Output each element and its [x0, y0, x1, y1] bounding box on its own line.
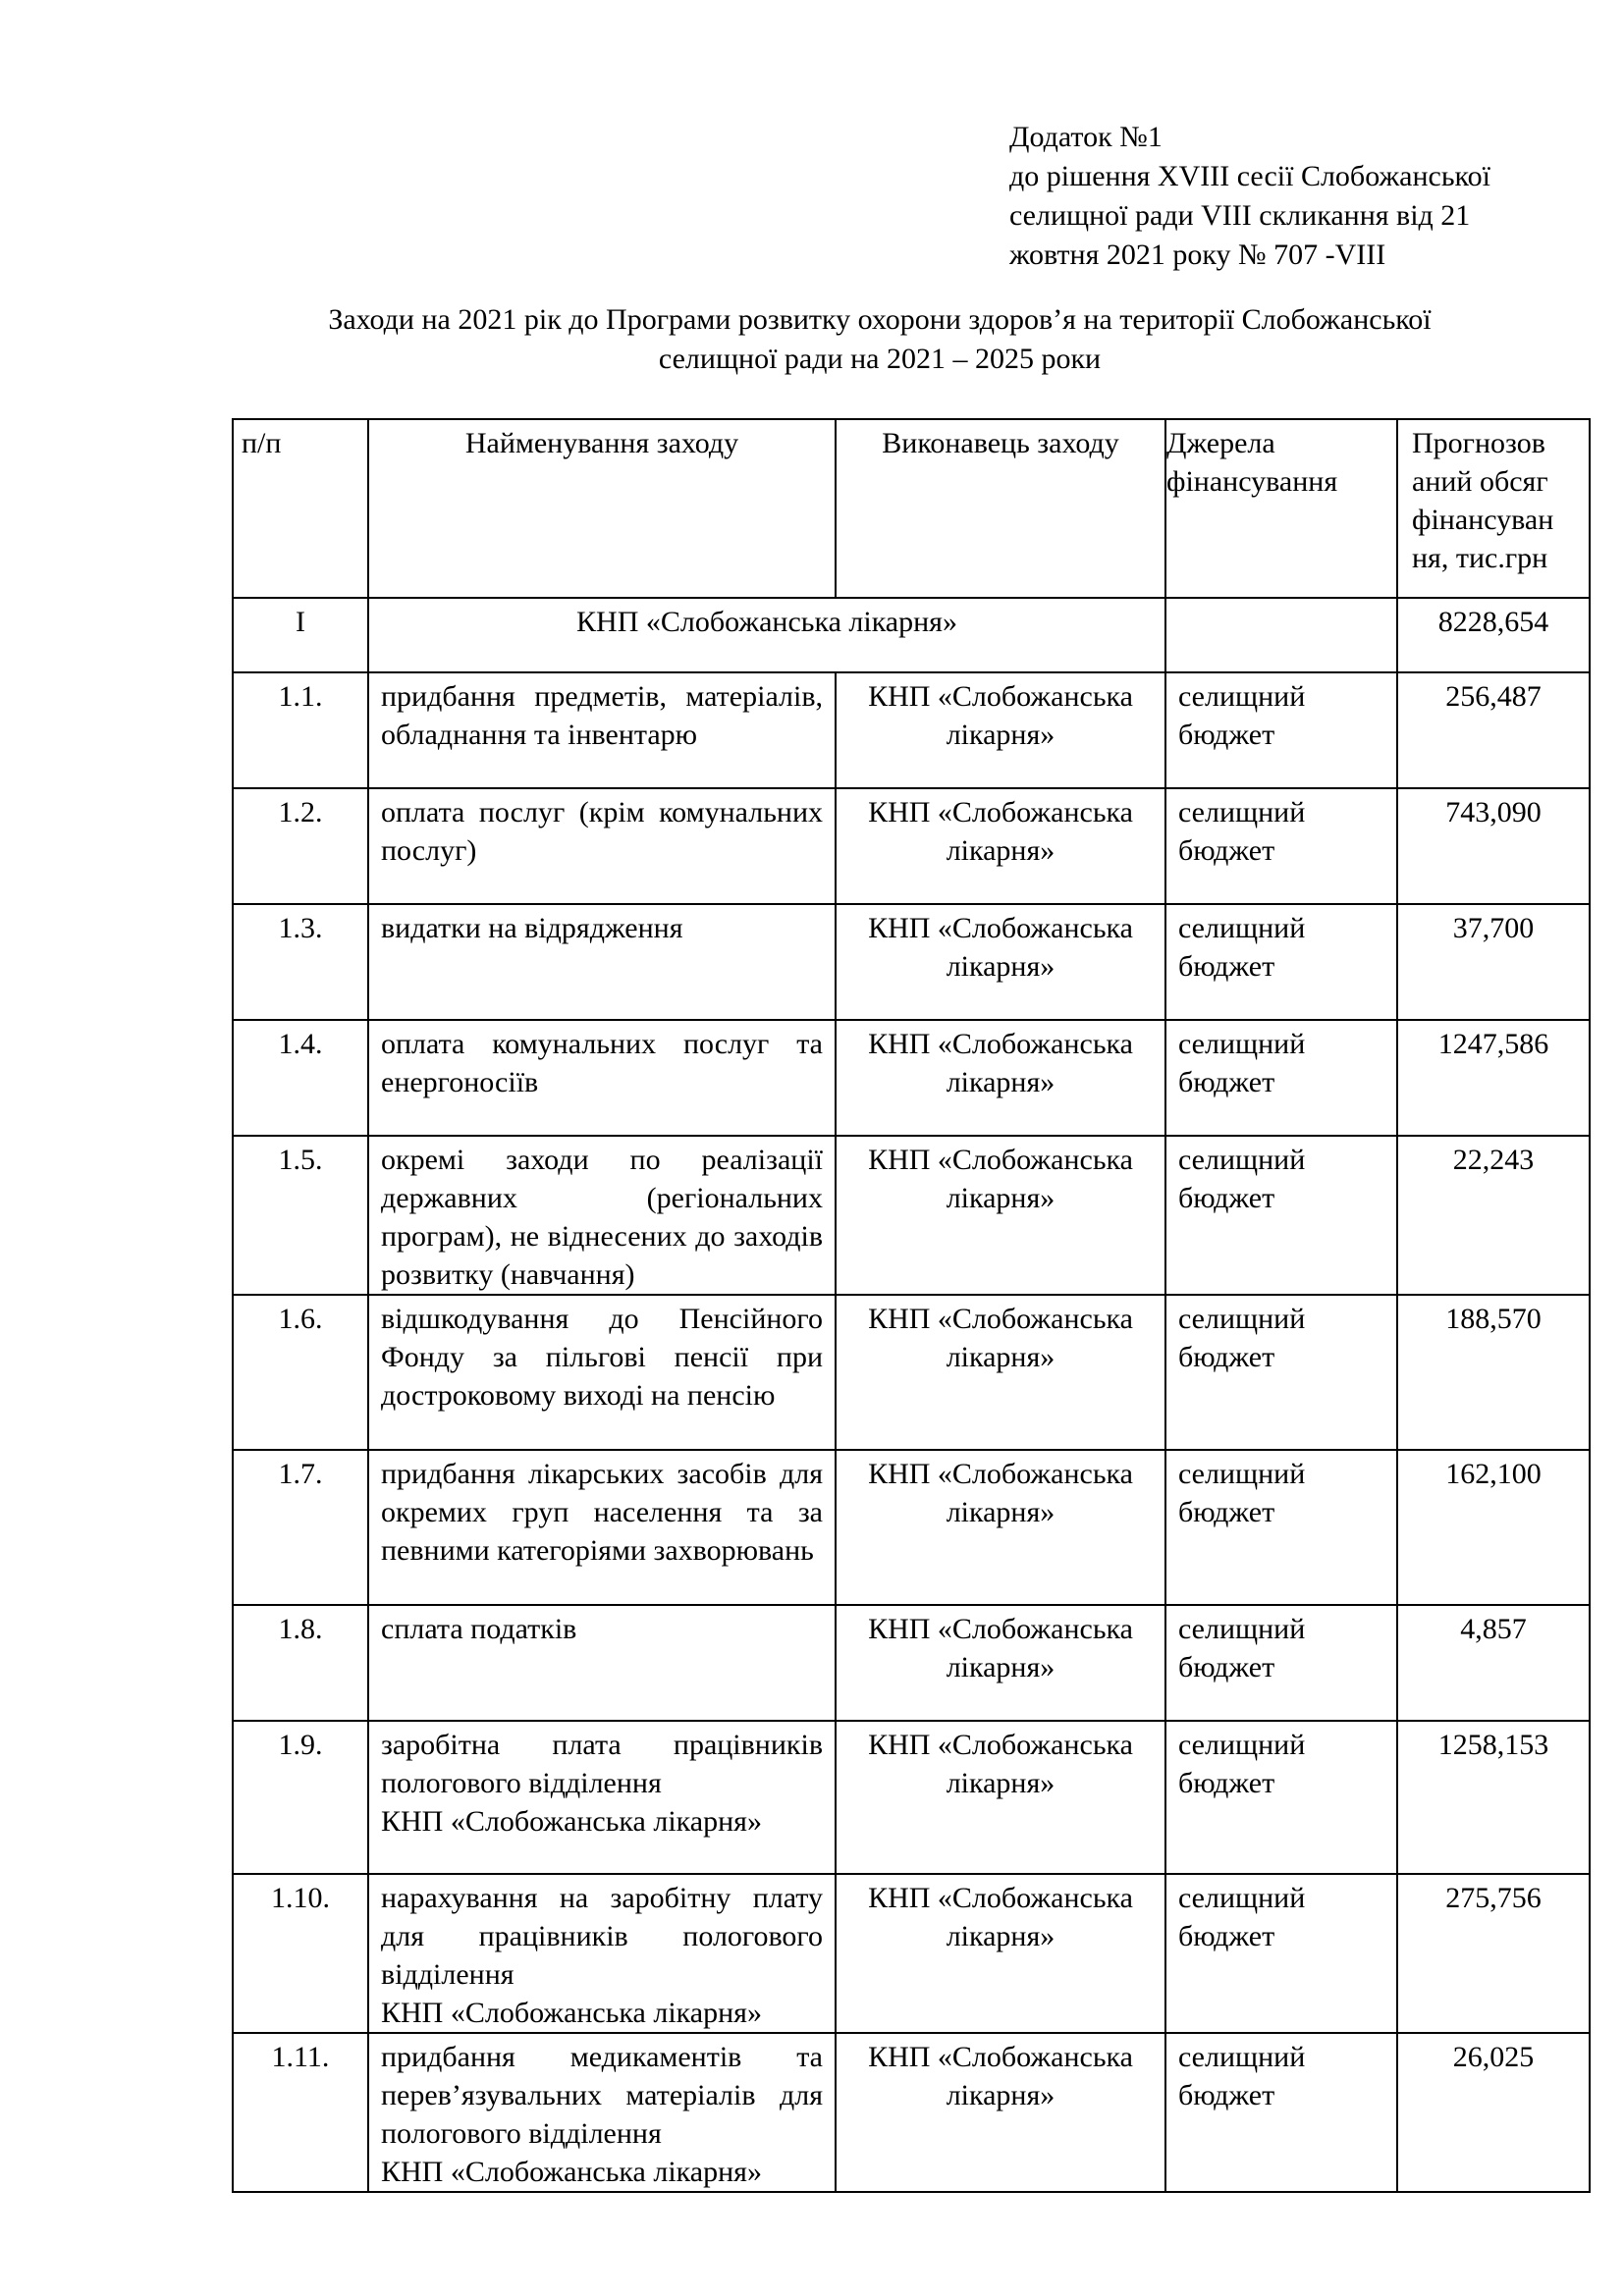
annex-line: селищної ради VIII скликання від 21	[1009, 199, 1471, 232]
row-name: відшкодування до Пенсійного Фонду за пільгові пенсії при достроковому виході на пенсію	[368, 1295, 836, 1450]
row-executor: КНП «Слобожанська лікарня»	[836, 1605, 1165, 1721]
row-source: селищний бюджет	[1165, 1605, 1397, 1721]
row-source: селищний бюджет	[1165, 904, 1397, 1020]
row-source: селищний бюджет	[1165, 1136, 1397, 1295]
row-name	[368, 1874, 836, 2033]
table-row	[233, 1721, 1590, 1874]
document-title	[232, 300, 1528, 379]
row-name: оплата послуг (крім комунальних послуг)	[368, 788, 836, 904]
row-executor: КНП «Слобожанська лікарня»	[836, 788, 1165, 904]
row-name-org: КНП «Слобожанська лікарня»	[381, 1997, 762, 2029]
row-name	[368, 1721, 836, 1874]
section-num: І	[233, 598, 368, 672]
row-source: селищний бюджет	[1165, 1450, 1397, 1605]
table-row	[233, 788, 1590, 904]
row-name: придбання предметів, матеріалів, обладнання та інвентарю	[368, 672, 836, 788]
row-num: 1.1.	[233, 672, 368, 788]
table-row	[233, 672, 1590, 788]
row-executor: КНП «Слобожанська лікарня»	[836, 1450, 1165, 1605]
row-num: 1.7.	[233, 1450, 368, 1605]
row-source: селищний бюджет	[1165, 1295, 1397, 1450]
section-source	[1165, 598, 1397, 672]
row-name: сплата податків	[368, 1605, 836, 1721]
row-amount: 275,756	[1397, 1874, 1590, 2033]
row-name-text: нарахування на заробітну плату для працівників пологового відділення	[381, 1882, 823, 1991]
annex-line: жовтня 2021 року № 707 -VIII	[1009, 239, 1386, 271]
table-row	[233, 1136, 1590, 1295]
row-num: 1.4.	[233, 1020, 368, 1136]
row-executor: КНП «Слобожанська лікарня»	[836, 1721, 1165, 1874]
measures-table	[232, 418, 1591, 2193]
row-num: 1.9.	[233, 1721, 368, 1874]
table-row	[233, 1020, 1590, 1136]
row-amount: 22,243	[1397, 1136, 1590, 1295]
row-amount: 26,025	[1397, 2033, 1590, 2192]
row-executor: КНП «Слобожанська лікарня»	[836, 1020, 1165, 1136]
section-name: КНП «Слобожанська лікарня»	[368, 598, 1165, 672]
row-num: 1.11.	[233, 2033, 368, 2192]
row-num: 1.8.	[233, 1605, 368, 1721]
header-amount: Прогнозов аний обсяг фінансуван ня, тис.грн	[1397, 419, 1590, 598]
row-name: оплата комунальних послуг та енергоносіїв	[368, 1020, 836, 1136]
row-name-text: заробітна плата працівників пологового відділення	[381, 1729, 823, 1799]
title-line: Заходи на 2021 рік до Програми розвитку охорони здоров’я на території Слобожанської	[328, 303, 1432, 336]
row-source: селищний бюджет	[1165, 1721, 1397, 1874]
row-source: селищний бюджет	[1165, 2033, 1397, 2192]
row-amount: 1258,153	[1397, 1721, 1590, 1874]
row-num: 1.5.	[233, 1136, 368, 1295]
annex-line: до рішення XVIII сесії Слобожанської	[1009, 160, 1490, 192]
row-name: видатки на відрядження	[368, 904, 836, 1020]
row-amount: 162,100	[1397, 1450, 1590, 1605]
table-row	[233, 1450, 1590, 1605]
row-amount: 743,090	[1397, 788, 1590, 904]
row-name-text: придбання медикаментів та перев’язувальних матеріалів для пологового відділення	[381, 2041, 823, 2150]
row-name	[368, 2033, 836, 2192]
row-source: селищний бюджет	[1165, 1874, 1397, 2033]
row-name: окремі заходи по реалізації державних (регіональних програм), не віднесених до заходів розвитку (навчання)	[368, 1136, 836, 1295]
annex-block	[1009, 118, 1559, 275]
row-amount: 188,570	[1397, 1295, 1590, 1450]
header-num: п/п	[233, 419, 368, 598]
section-row	[233, 598, 1590, 672]
row-amount: 4,857	[1397, 1605, 1590, 1721]
table-row	[233, 904, 1590, 1020]
row-executor: КНП «Слобожанська лікарня»	[836, 904, 1165, 1020]
section-total: 8228,654	[1397, 598, 1590, 672]
row-amount: 37,700	[1397, 904, 1590, 1020]
table-header-row	[233, 419, 1590, 598]
row-executor: КНП «Слобожанська лікарня»	[836, 1295, 1165, 1450]
header-executor: Виконавець заходу	[836, 419, 1165, 598]
row-num: 1.10.	[233, 1874, 368, 2033]
table-row	[233, 2033, 1590, 2192]
row-amount: 256,487	[1397, 672, 1590, 788]
title-line: селищної ради на 2021 – 2025 роки	[658, 343, 1102, 375]
row-name-org: КНП «Слобожанська лікарня»	[381, 1805, 762, 1838]
row-num: 1.6.	[233, 1295, 368, 1450]
table-row	[233, 1295, 1590, 1450]
row-num: 1.3.	[233, 904, 368, 1020]
row-source: селищний бюджет	[1165, 1020, 1397, 1136]
row-executor: КНП «Слобожанська лікарня»	[836, 1874, 1165, 2033]
table-row	[233, 1605, 1590, 1721]
row-source: селищний бюджет	[1165, 788, 1397, 904]
row-num: 1.2.	[233, 788, 368, 904]
table-row	[233, 1874, 1590, 2033]
row-executor: КНП «Слобожанська лікарня»	[836, 2033, 1165, 2192]
row-executor: КНП «Слобожанська лікарня»	[836, 1136, 1165, 1295]
annex-title: Додаток №1	[1009, 121, 1163, 153]
header-source: Джерела фінансування	[1165, 419, 1397, 598]
row-name: придбання лікарських засобів для окремих груп населення та за певними категоріями захворювань	[368, 1450, 836, 1605]
row-name-org: КНП «Слобожанська лікарня»	[381, 2156, 762, 2188]
row-amount: 1247,586	[1397, 1020, 1590, 1136]
row-source: селищний бюджет	[1165, 672, 1397, 788]
row-executor: КНП «Слобожанська лікарня»	[836, 672, 1165, 788]
header-name: Найменування заходу	[368, 419, 836, 598]
